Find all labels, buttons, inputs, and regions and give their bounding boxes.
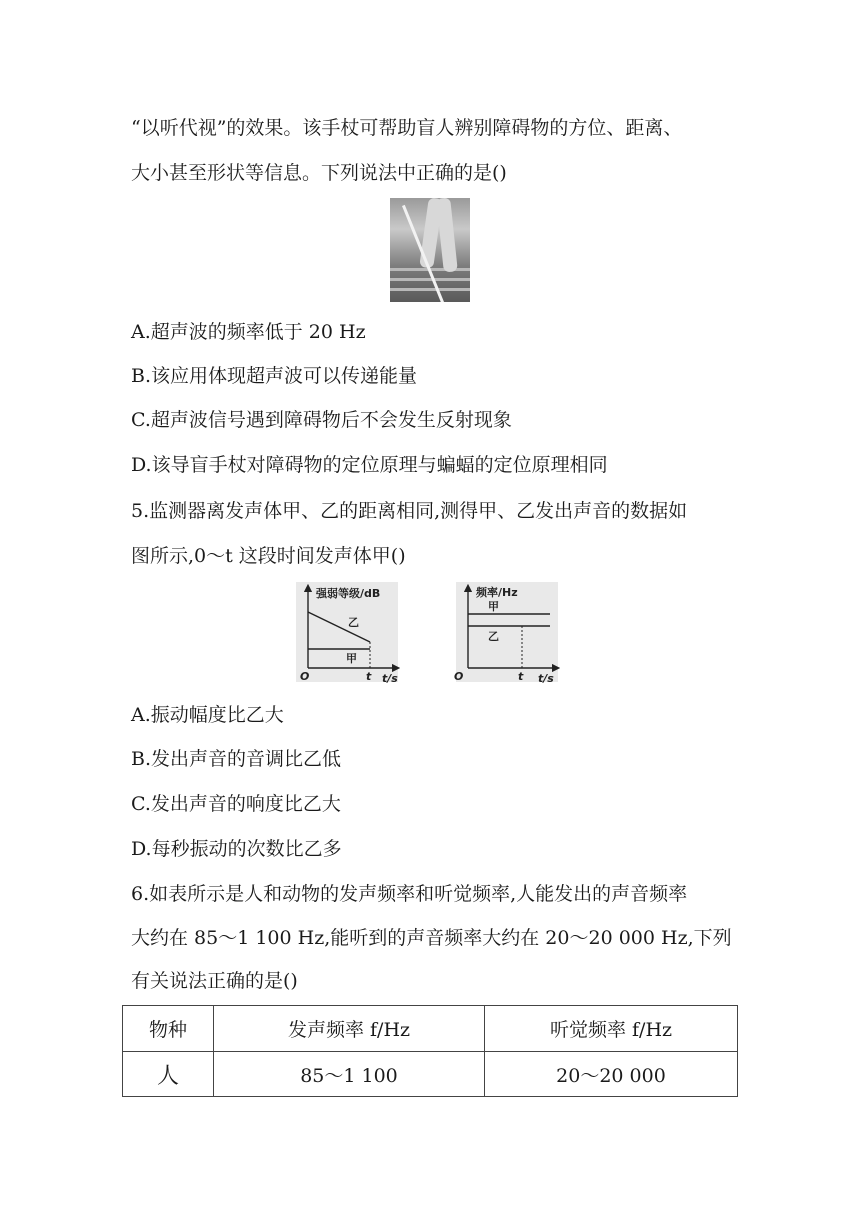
q5-graphs bbox=[296, 582, 566, 687]
loudness-graph bbox=[296, 582, 398, 685]
table-cell-vocal-frequency: 85～1 100 bbox=[214, 1052, 485, 1097]
intro-line-1: “以听代视”的效果。该手杖可帮助盲人辨别障碍物的方位、距离、 bbox=[131, 117, 683, 139]
frequency-graph bbox=[454, 582, 558, 685]
q4-option-d: D.该导盲手杖对障碍物的定位原理与蝙蝠的定位原理相同 bbox=[131, 454, 608, 476]
q4-option-a: A.超声波的频率低于 20 Hz bbox=[131, 321, 366, 343]
intro-line-2: 大小甚至形状等信息。下列说法中正确的是() bbox=[131, 162, 507, 184]
frequency-ylabel: 频率/Hz bbox=[476, 586, 518, 599]
q6-line-2: 大约在 85～1 100 Hz,能听到的声音频率大约在 20～20 000 Hz,下列 bbox=[131, 927, 732, 949]
table-cell-species: 人 bbox=[123, 1052, 214, 1097]
table-row bbox=[123, 1052, 738, 1097]
frequency-label-jia: 甲 bbox=[488, 600, 499, 613]
svg-text:t/s: t/s bbox=[538, 672, 554, 685]
q6-line-1: 6.如表所示是人和动物的发声频率和听觉频率,人能发出的声音频率 bbox=[131, 883, 688, 905]
loudness-label-jia: 甲 bbox=[346, 652, 357, 665]
svg-text:O: O bbox=[300, 670, 310, 683]
table-header-hearing-frequency: 听觉频率 f/Hz bbox=[485, 1006, 738, 1052]
svg-text:t: t bbox=[518, 670, 524, 683]
svg-text:t/s: t/s bbox=[382, 672, 398, 685]
q4-option-c: C.超声波信号遇到障碍物后不会发生反射现象 bbox=[131, 409, 512, 431]
q6-line-3: 有关说法正确的是() bbox=[131, 970, 298, 992]
loudness-ylabel: 强弱等级/dB bbox=[316, 587, 381, 600]
svg-text:t: t bbox=[366, 670, 372, 683]
q5-option-d: D.每秒振动的次数比乙多 bbox=[131, 838, 342, 860]
q5-line-2: 图所示,0～t 这段时间发声体甲() bbox=[131, 545, 406, 567]
table-cell-hearing-frequency: 20～20 000 bbox=[485, 1052, 738, 1097]
table-header-species: 物种 bbox=[123, 1006, 214, 1052]
q5-option-b: B.发出声音的音调比乙低 bbox=[131, 748, 342, 770]
blind-cane-photo bbox=[390, 198, 470, 302]
frequency-table bbox=[122, 1005, 738, 1097]
q5-line-1: 5.监测器离发声体甲、乙的距离相同,测得甲、乙发出声音的数据如 bbox=[131, 500, 688, 522]
table-header-vocal-frequency: 发声频率 f/Hz bbox=[214, 1006, 485, 1052]
svg-text:O: O bbox=[454, 670, 464, 683]
frequency-label-yi: 乙 bbox=[488, 630, 499, 643]
q5-option-c: C.发出声音的响度比乙大 bbox=[131, 793, 341, 815]
q5-option-a: A.振动幅度比乙大 bbox=[131, 704, 284, 726]
table-header-row bbox=[123, 1006, 738, 1052]
q4-option-b: B.该应用体现超声波可以传递能量 bbox=[131, 365, 418, 387]
loudness-label-yi: 乙 bbox=[348, 616, 359, 629]
